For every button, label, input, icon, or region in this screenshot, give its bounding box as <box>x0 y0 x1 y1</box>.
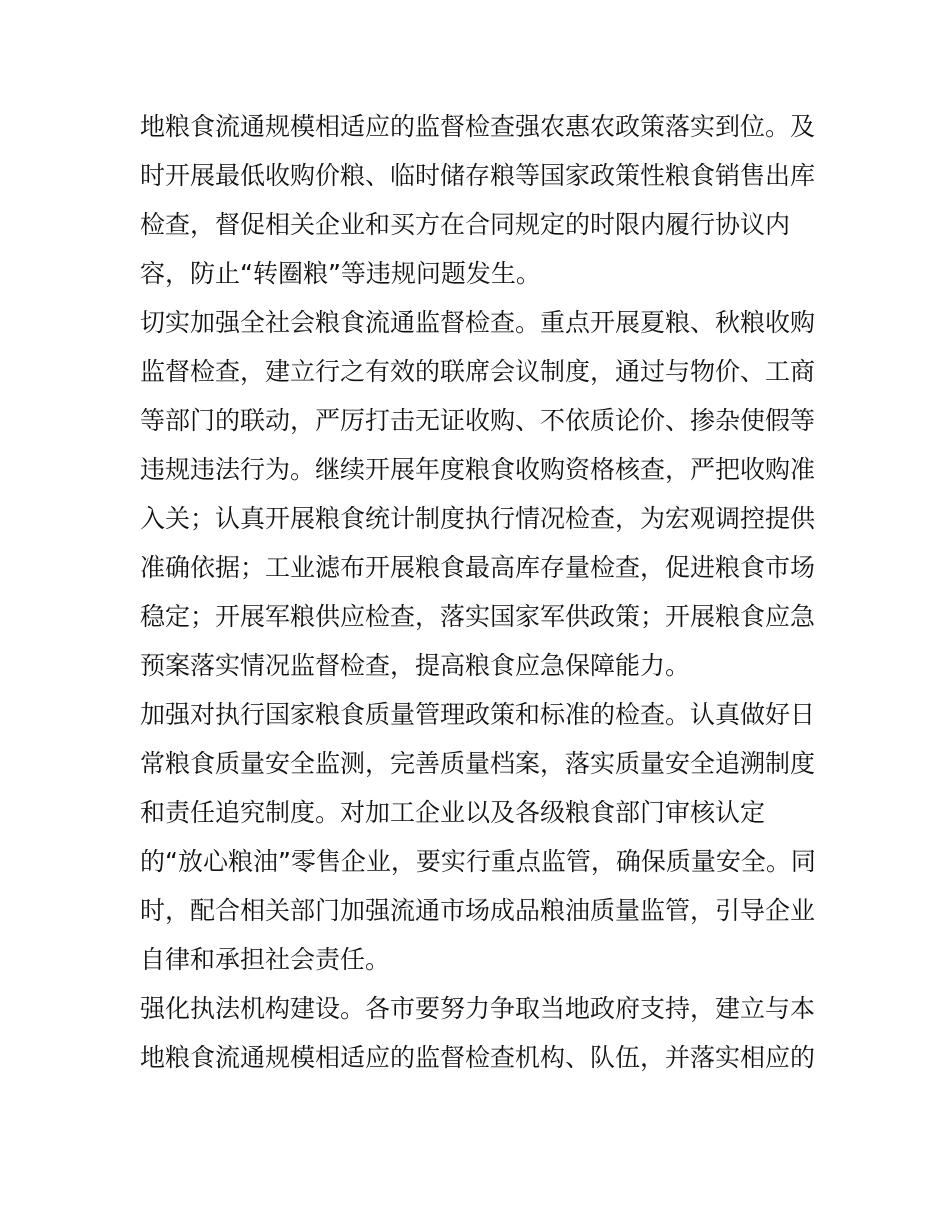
text-line: 检查，督促相关企业和买方在合同规定的时限内履行协议内 <box>140 210 791 239</box>
text-line: 切实加强全社会粮食流通监督检查。重点开展夏粮、秋粮收购 <box>140 308 816 337</box>
text-line: 监督检查，建立行之有效的联席会议制度，通过与物价、工商 <box>140 357 816 386</box>
text-line: 自律和承担社会责任。 <box>140 945 391 974</box>
text-line: 和责任追究制度。对加工企业以及各级粮食部门审核认定 <box>140 798 766 827</box>
text-line: 强化执法机构建设。各市要努力争取当地政府支持，建立与本 <box>140 994 816 1023</box>
text-line: 加强对执行国家粮食质量管理政策和标准的检查。认真做好日 <box>140 700 816 729</box>
text-line: 入关；认真开展粮食统计制度执行情况检查，为宏观调控提供 <box>140 504 816 533</box>
text-line: 时开展最低收购价粮、临时储存粮等国家政策性粮食销售出库 <box>140 161 816 190</box>
text-line: 容，防止“转圈粮”等违规问题发生。 <box>140 259 541 288</box>
text-line: 的“放心粮油”零售企业，要实行重点监管，确保质量安全。同 <box>140 847 816 876</box>
text-line: 时，配合相关部门加强流通市场成品粮油质量监管，引导企业 <box>140 896 816 925</box>
text-line: 地粮食流通规模相适应的监督检查机构、队伍，并落实相应的 <box>140 1043 816 1072</box>
text-line: 等部门的联动，严厉打击无证收购、不依质论价、掺杂使假等 <box>140 406 816 435</box>
text-line: 违规违法行为。继续开展年度粮食收购资格核查，严把收购准 <box>140 455 816 484</box>
document-body <box>140 102 820 1082</box>
text-line: 稳定；开展军粮供应检查，落实国家军供政策；开展粮食应急 <box>140 602 816 631</box>
text-line: 预案落实情况监督检查，提高粮食应急保障能力。 <box>140 651 691 680</box>
text-line: 地粮食流通规模相适应的监督检查强农惠农政策落实到位。及 <box>140 112 816 141</box>
text-line: 准确依据；工业滤布开展粮食最高库存量检查，促进粮食市场 <box>140 553 816 582</box>
text-line: 常粮食质量安全监测，完善质量档案，落实质量安全追溯制度 <box>140 749 816 778</box>
